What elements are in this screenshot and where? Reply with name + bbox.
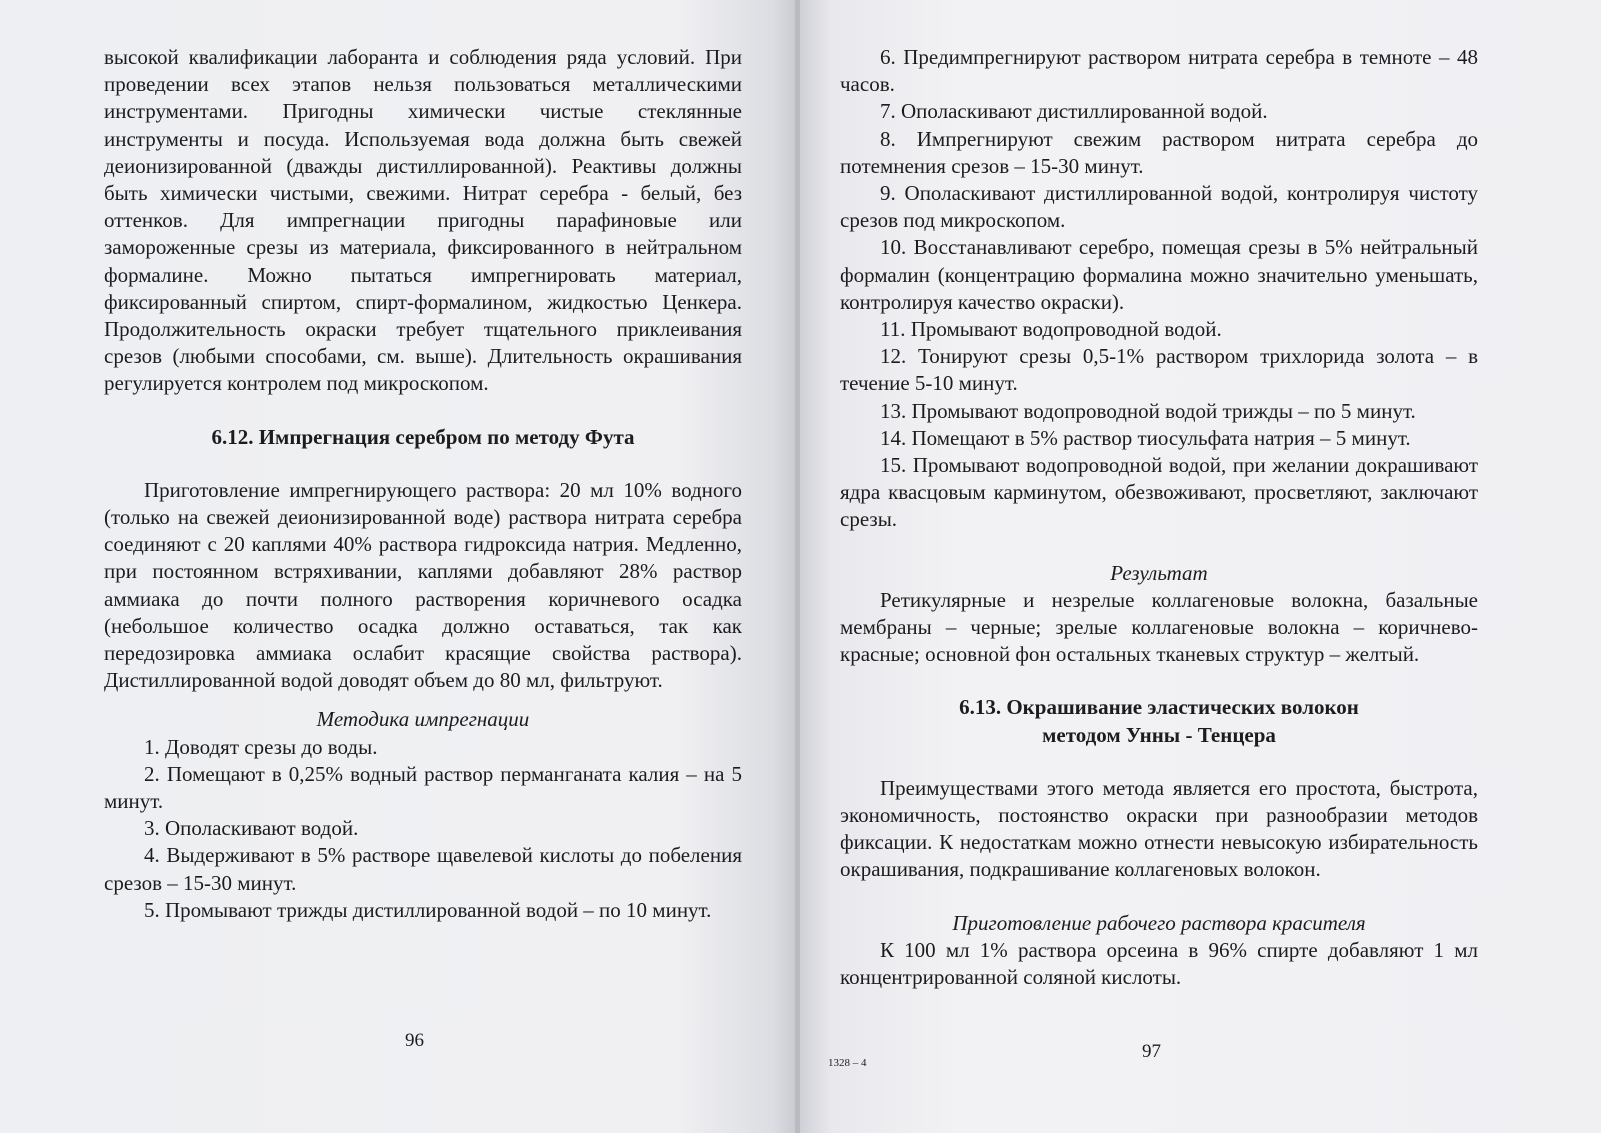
step-7: 7. Ополаскивают дистиллированной водой.	[880, 99, 1268, 124]
right-page-text	[840, 44, 1478, 991]
step-5: 5. Промывают трижды дистиллированной водой – по 10 минут.	[144, 897, 712, 922]
intro-paragraph: высокой квалификации лаборанта и соблюдения ряда условий. При проведении всех этапов нельзя пользоваться металлическими инструментами. Пригодны химически чистые стеклянные инструменты и посуда. Используемая вода должна быть свежей деионизированной (дважды дистиллированной). Реактивы должны быть химически чистыми, свежими. Нитрат серебра - белый, без оттенков. Для импрегнации пригодны парафиновые или замороженные срезы из материала, фиксированного в нейтральном формалине. Можно пытаться импрегнировать материал, фиксированный спиртом, спирт-формалином, жидкостью Ценкера. Продолжительность окраски требует тщательного приклеивания срезов (любыми способами, см. выше). Длительность окрашивания регулируется контролем под микроскопом.	[104, 45, 742, 396]
step-4: 4. Выдерживают в 5% растворе щавелевой кислоты до побеления срезов – 15-30 минут.	[104, 843, 742, 895]
step-3: 3. Ополаскивают водой.	[144, 816, 359, 841]
prep-subheading: Приготовление рабочего раствора красителя	[952, 910, 1366, 935]
result-paragraph: Ретикулярные и незрелые коллагеновые волокна, базальные мембраны – черные; зрелые коллагеновые волокна – коричнево-красные; основной фон остальных тканевых структур – желтый.	[840, 587, 1478, 667]
step-2: 2. Помещают в 0,25% водный раствор перманганата калия – на 5 минут.	[104, 761, 742, 814]
right-page	[800, 0, 1601, 1133]
section-heading-6-13-line2: методом Унны - Тенцера	[1042, 722, 1276, 747]
step-1: 1. Доводят срезы до воды.	[144, 734, 378, 759]
page-number-left: 96	[405, 1030, 424, 1051]
step-11: 11. Промывают водопроводной водой.	[880, 317, 1222, 342]
section-heading-6-13-line1: 6.13. Окрашивание эластических волокон	[959, 695, 1359, 720]
left-page-text	[104, 44, 742, 924]
step-6: 6. Предимпрегнируют раствором нитрата серебра в темноте – 48 часов.	[840, 45, 1478, 97]
section-heading-6-12: 6.12. Импрегнация серебром по методу Фута	[211, 424, 635, 449]
prep-paragraph: К 100 мл 1% раствора орсеина в 96% спирте добавляют 1 мл концентрированной соляной кислоты.	[840, 937, 1478, 990]
advantages-paragraph: Преимуществами этого метода является его простота, быстрота, экономичность, постоянство окраски при разнообразии методов фиксации. К недостаткам можно отнести невысокую избирательность окрашивания, подкрашивание коллагеновых волокон.	[840, 775, 1478, 882]
step-13: 13. Промывают водопроводной водой трижды – по 5 минут.	[880, 398, 1416, 423]
step-8: 8. Импрегнируют свежим раствором нитрата серебра до потемнения срезов – 15-30 минут.	[840, 126, 1478, 178]
step-10: 10. Восстанавливают серебро, помещая срезы в 5% нейтральный формалин (концентрацию формалина можно значительно уменьшать, контролируя качество окраски).	[840, 235, 1478, 314]
left-page	[0, 0, 797, 1133]
preparation-paragraph: Приготовление импрегнирующего раствора: 20 мл 10% водного (только на свежей деионизированной воде) раствора нитрата серебра соединяют с 20 каплями 40% раствора гидроксида натрия. Медленно, при постоянном встряхивании, каплями добавляют 28% раствор аммиака до почти полного растворения коричневого осадка (небольшое количество осадка должно оставаться, так как передозировка аммиака ослабит красящие свойства раствора). Дистиллированной водой доводят объем до 80 мл, фильтруют.	[104, 477, 742, 693]
step-15: 15. Промывают водопроводной водой, при желании докрашивают ядра квасцовым карминутом, обезвоживают, просветляют, заключают срезы.	[840, 453, 1478, 532]
signature-mark: 1328 – 4	[828, 1057, 867, 1069]
step-9: 9. Ополаскивают дистиллированной водой, контролируя чистоту срезов под микроскопом.	[840, 181, 1478, 233]
method-subheading: Методика импрегнации	[316, 707, 530, 732]
result-subheading: Результат	[1110, 560, 1208, 585]
step-12: 12. Тонируют срезы 0,5-1% раствором трихлорида золота – в течение 5-10 минут.	[840, 344, 1478, 396]
page-number-right: 97	[1142, 1041, 1161, 1062]
step-14: 14. Помещают в 5% раствор тиосульфата натрия – 5 минут.	[880, 425, 1411, 450]
